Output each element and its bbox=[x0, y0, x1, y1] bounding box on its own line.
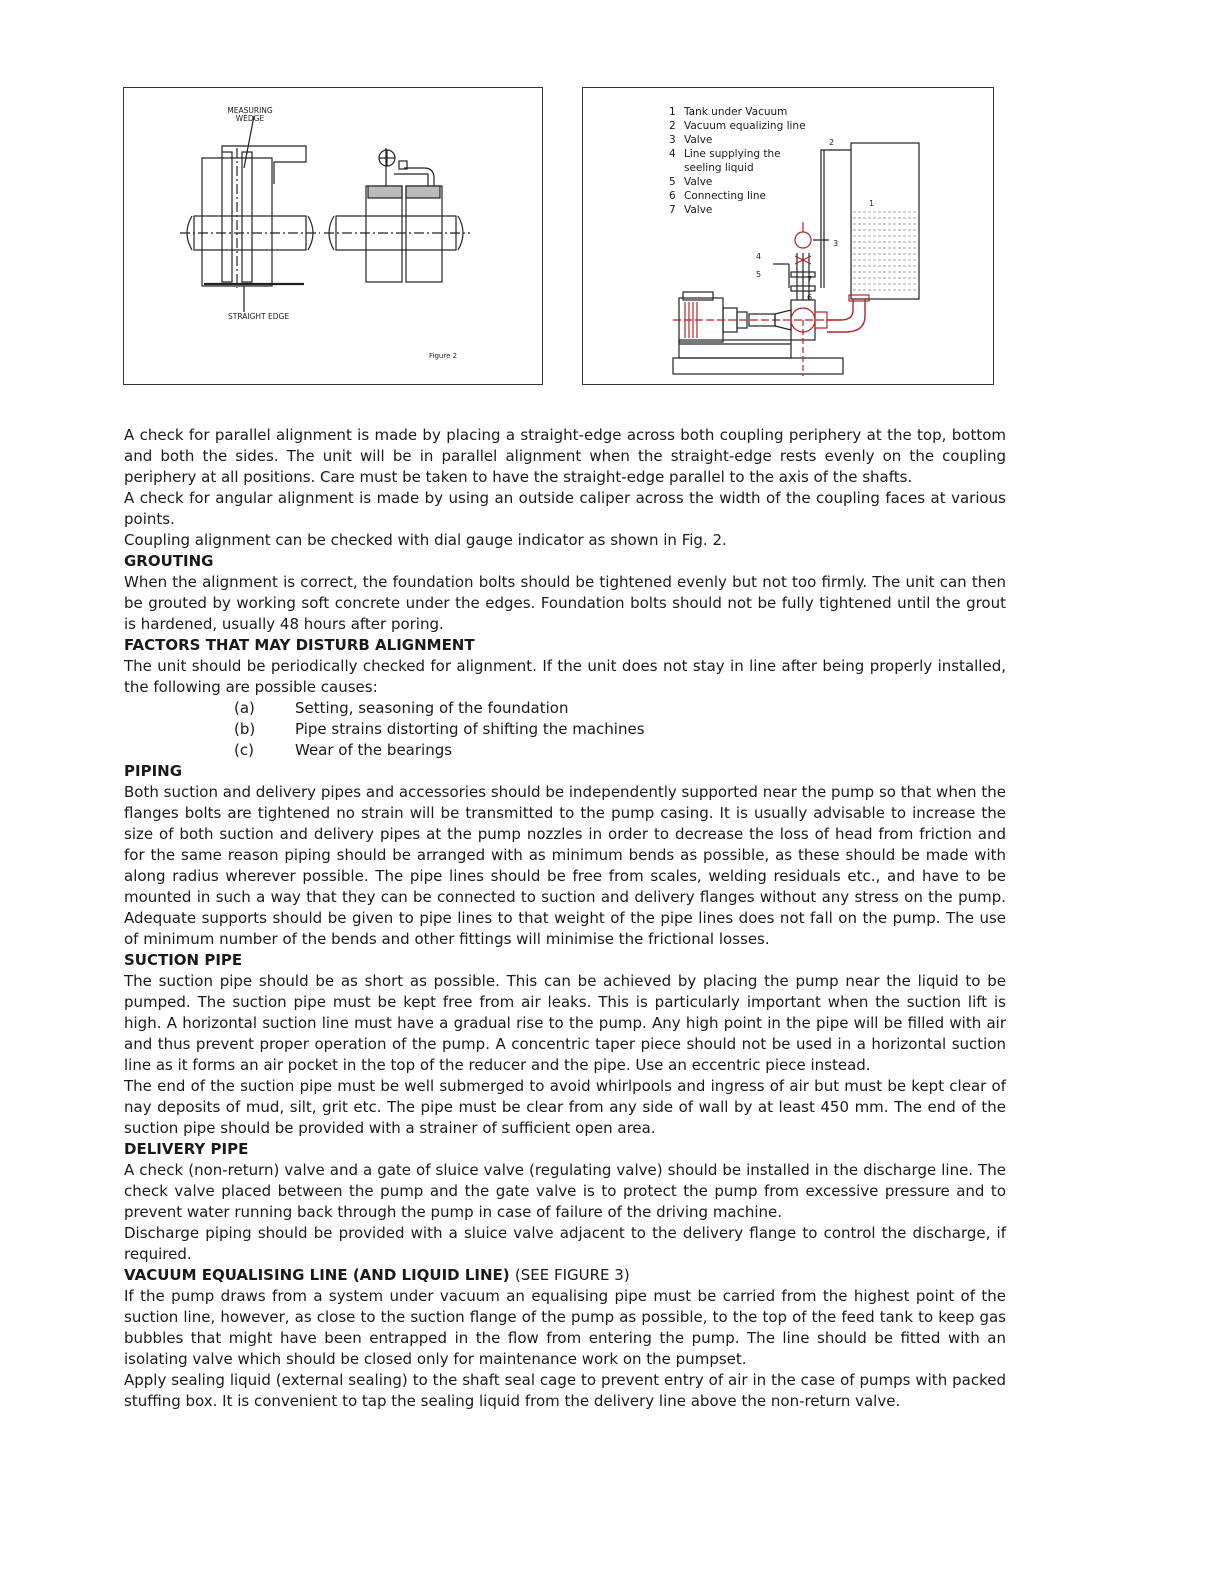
callout-2: 2 bbox=[829, 138, 835, 147]
heading-delivery-pipe: DELIVERY PIPE bbox=[124, 1140, 249, 1158]
paragraph-suction-1: The suction pipe should be as short as possible. This can be achieved by placing the pump near the liquid to be pumped. The suction pipe must be kept free from air leaks. This is particularly important when the suction lift is high. A horizontal suction line must have a gradual rise to the pump. Any high point in the pipe will be filled with air and thus prevent proper operation of the pump. A concentric taper piece should not be used in a horizontal suction line as it forms an air pocket in the top of the reducer and the pipe. Use an eccentric piece instead. bbox=[124, 972, 1006, 1074]
legend-number bbox=[669, 161, 684, 175]
list-text: Wear of the bearings bbox=[295, 741, 453, 759]
legend-row-6 bbox=[669, 189, 806, 203]
legend-text: Valve bbox=[684, 176, 713, 188]
legend-text: Valve bbox=[684, 204, 713, 216]
paragraph-angular-alignment: A check for angular alignment is made by using an outside caliper across the width of the coupling faces at various points. bbox=[124, 489, 1006, 528]
heading-piping: PIPING bbox=[124, 762, 183, 780]
coupling-right-half-a bbox=[366, 186, 402, 282]
callout-1: 1 bbox=[869, 199, 875, 208]
list-item bbox=[234, 740, 1006, 761]
legend-number: 6 bbox=[669, 190, 676, 202]
paragraph-delivery-1: A check (non-return) valve and a gate of sluice valve (regulating valve) should be installed in the discharge line. The check valve placed between the pump and the gate valve is to protect the pump from excessive pressure and to prevent water running back through the pump in case of failure of the driving machine. bbox=[124, 1161, 1006, 1221]
paragraph-factors: The unit should be periodically checked for alignment. If the unit does not stay in line after being properly installed, the following are possible causes: bbox=[124, 657, 1006, 696]
legend-number: 3 bbox=[669, 134, 676, 146]
legend-row-4b bbox=[669, 161, 806, 175]
figure-3-drawing bbox=[583, 88, 993, 384]
legend-row-2 bbox=[669, 119, 806, 133]
callout-3: 3 bbox=[833, 239, 839, 248]
legend-row-5 bbox=[669, 175, 806, 189]
legend-text: Valve bbox=[684, 134, 713, 146]
legend-text: Line supplying the bbox=[684, 148, 781, 160]
figure-2-caption: Figure 2 bbox=[429, 352, 458, 360]
document-body bbox=[124, 425, 1006, 1412]
list-text: Pipe strains distorting of shifting the machines bbox=[295, 720, 645, 738]
list-marker: (b) bbox=[234, 720, 256, 738]
figure-2-coupling-alignment bbox=[123, 87, 543, 385]
legend-number: 2 bbox=[669, 120, 676, 132]
legend-row-7 bbox=[669, 203, 806, 217]
paragraph-dial-gauge: Coupling alignment can be checked with dial gauge indicator as shown in Fig. 2. bbox=[124, 531, 727, 549]
list-marker: (c) bbox=[234, 741, 254, 759]
list-text: Setting, seasoning of the foundation bbox=[295, 699, 569, 717]
legend-number: 7 bbox=[669, 204, 676, 216]
callout-6: 6 bbox=[807, 293, 813, 302]
paragraph-suction-2: The end of the suction pipe must be well submerged to avoid whirlpools and ingress of air but must be kept clear of nay deposits of mud, silt, grit etc. The pipe must be clear from any side of wall by at least 450 mm. The end of the suction pipe should be provided with a strainer of sufficient open area. bbox=[124, 1077, 1006, 1137]
list-item bbox=[234, 719, 1006, 740]
figure-2-drawing bbox=[124, 88, 542, 384]
legend-number: 1 bbox=[669, 106, 676, 118]
callout-7: 7 bbox=[807, 275, 813, 284]
legend-text: Tank under Vacuum bbox=[684, 106, 788, 118]
coupling-right-half-b bbox=[406, 186, 442, 282]
legend-number: 5 bbox=[669, 176, 676, 188]
heading-vacuum-line bbox=[124, 1265, 1006, 1286]
heading-vacuum-title: VACUUM EQUALISING LINE (AND LIQUID LINE) bbox=[124, 1266, 510, 1284]
heading-suction-pipe: SUCTION PIPE bbox=[124, 951, 243, 969]
paragraph-parallel-alignment: A check for parallel alignment is made by placing a straight-edge across both coupling periphery at the top, bottom and both the sides. The unit will be in parallel alignment when the straight-edge rests evenly on the coupling periphery at all positions. Care must be taken to have the straight-edge parallel to the axis of the shafts. bbox=[124, 426, 1006, 486]
measuring-wedge-label-line1: MEASURING bbox=[227, 106, 273, 115]
straight-edge-label: STRAIGHT EDGE bbox=[228, 312, 290, 321]
heading-vacuum-reference: (SEE FIGURE 3) bbox=[514, 1266, 630, 1284]
legend-text: Vacuum equalizing line bbox=[684, 120, 806, 132]
paragraph-vacuum-2: Apply sealing liquid (external sealing) to the shaft seal cage to prevent entry of air in the case of pumps with packed stuffing box. It is convenient to tap the sealing liquid from the delivery line above the non-return valve. bbox=[124, 1371, 1006, 1410]
paragraph-piping: Both suction and delivery pipes and accessories should be independently supported near the pump so that when the flanges bolts are tightened no strain will be transmitted to the pump casing. It is usually advisable to increase the size of both suction and delivery pipes at the pump nozzles in order to decrease the loss of head from friction and for the same reason piping should be arranged with as minimum bends as possible, as these should be made with along radius wherever possible. The pipe lines should be free from scales, welding residuals etc., and have to be mounted in such a way that they can be connected to suction and delivery flanges without any stress on the pump. Adequate supports should be given to pipe lines to that weight of the pipe lines does not fall on the pump. The use of minimum number of the bends and other fittings will minimise the frictional losses. bbox=[124, 783, 1006, 948]
measuring-wedge-left bbox=[222, 152, 232, 282]
legend-row-3 bbox=[669, 133, 806, 147]
paragraph-vacuum-1: If the pump draws from a system under vacuum an equalising pipe must be carried from the highest point of the suction line, however, as close to the suction flange of the pump as possible, to the top of the feed tank to keep gas bubbles that might have been entrapped in the flow from entering the pump. The line should be fitted with an isolating valve which should be closed only for maintenance work on the pumpset. bbox=[124, 1287, 1006, 1368]
measuring-wedge-label-line2: WEDGE bbox=[235, 114, 265, 123]
legend-text: Connecting line bbox=[684, 190, 766, 202]
legend-text: seeling liquid bbox=[684, 162, 754, 174]
paragraph-delivery-2: Discharge piping should be provided with a sluice valve adjacent to the delivery flange to control the discharge, if required. bbox=[124, 1224, 1006, 1263]
figure-3-vacuum-line bbox=[582, 87, 994, 385]
paragraph-grouting: When the alignment is correct, the foundation bolts should be tightened evenly but not too firmly. The unit can then be grouted by working soft concrete under the edges. Foundation bolts should not be fully tightened until the grout is hardened, usually 48 hours after poring. bbox=[124, 573, 1006, 633]
legend-row-1 bbox=[669, 105, 806, 119]
legend-row-4 bbox=[669, 147, 806, 161]
callout-5: 5 bbox=[756, 270, 762, 279]
figure-3-legend bbox=[669, 105, 806, 217]
heading-factors-alignment: FACTORS THAT MAY DISTURB ALIGNMENT bbox=[124, 636, 475, 654]
heading-grouting: GROUTING bbox=[124, 552, 214, 570]
callout-4: 4 bbox=[756, 252, 762, 261]
list-item bbox=[234, 698, 1006, 719]
list-marker: (a) bbox=[234, 699, 255, 717]
legend-number: 4 bbox=[669, 148, 676, 160]
causes-list bbox=[234, 698, 1006, 761]
